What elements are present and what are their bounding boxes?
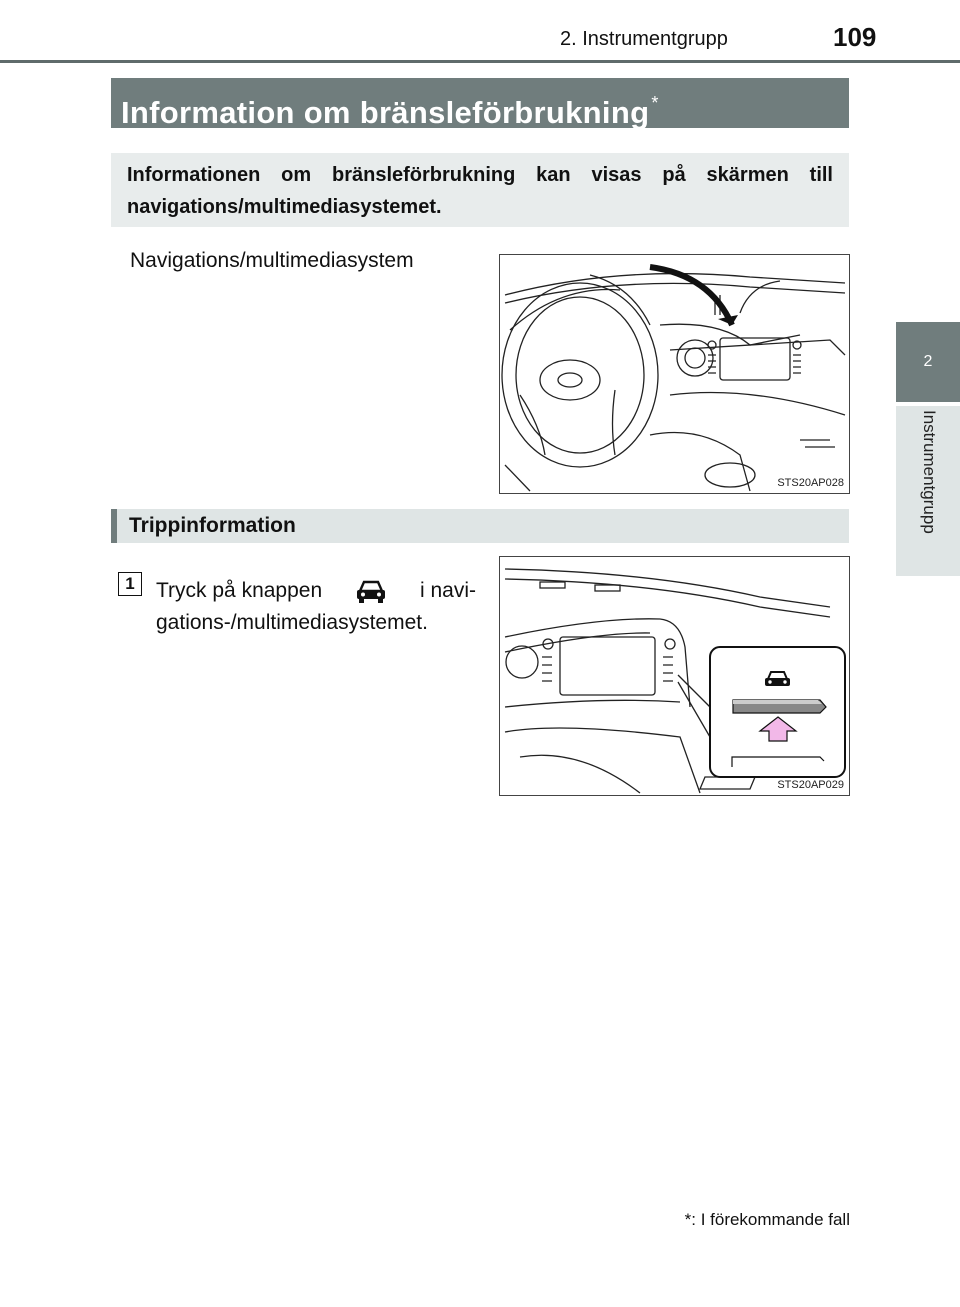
- page-number: 109: [833, 22, 877, 52]
- asterisk-marker: *: [651, 93, 659, 113]
- intro-box: [111, 153, 849, 227]
- step-text-part-c: gations-/multimediasystemet.: [156, 611, 428, 634]
- footnote-text: : I förekommande fall: [691, 1210, 850, 1229]
- console-illustration: [499, 556, 850, 796]
- dashboard-drawing: [500, 255, 849, 493]
- step-line-1: [156, 575, 476, 607]
- intro-text: Informationen om bränsleförbrukning kan visas på skärmen till navigations/multimediasystemet.: [127, 164, 833, 218]
- side-tab-number-text: 2: [923, 353, 933, 370]
- section-title-text: Information om bränsleförbrukning: [121, 95, 650, 130]
- trip-info-heading: Trippinformation: [111, 509, 849, 543]
- figure-code: STS20AP029: [777, 779, 844, 791]
- step-text-part-b: i navi-: [419, 579, 476, 602]
- chapter-title: 2. Instrumentgrupp: [560, 28, 728, 50]
- footnote-marker: *: [684, 1210, 692, 1229]
- side-tab-chapter-number: [896, 322, 960, 402]
- step-instruction: [156, 575, 476, 639]
- step-text-part-a: Tryck på knappen: [156, 579, 323, 602]
- dashboard-illustration: [499, 254, 850, 494]
- nav-system-label: Navigations/multimediasystem: [130, 249, 414, 272]
- section-title: [111, 78, 849, 128]
- footnote: [640, 1210, 850, 1230]
- side-tab-chapter-label: [896, 406, 960, 576]
- car-info-icon: [354, 577, 388, 605]
- figure-code: STS20AP028: [777, 477, 844, 489]
- step-number-badge: 1: [118, 572, 142, 596]
- header-divider: [0, 60, 960, 63]
- side-tab-label-text: Instrumentgrupp: [920, 410, 939, 534]
- console-drawing: [500, 557, 849, 795]
